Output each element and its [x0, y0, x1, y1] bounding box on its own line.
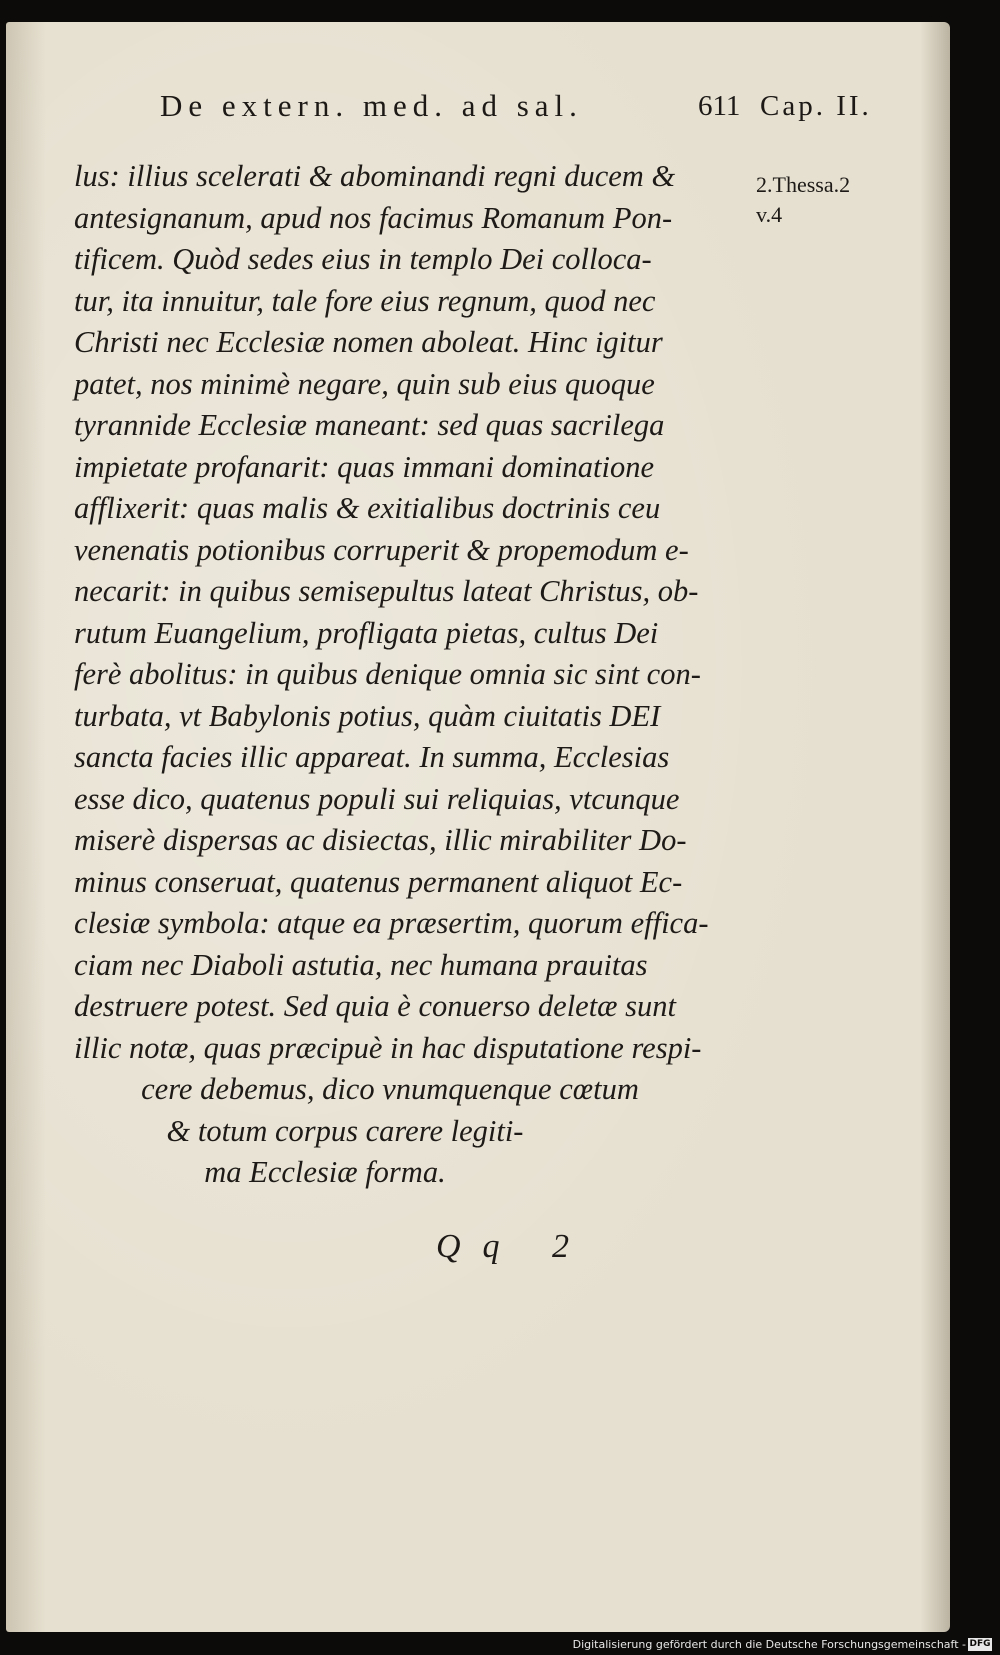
text-line: turbata, vt Babylonis potius, quàm ciuitatis DEI [74, 698, 661, 733]
text-line: illic notæ, quas præcipuè in hac disputatione respi- [74, 1030, 702, 1065]
page-number: 611 [698, 90, 741, 122]
text-line: cere debemus, dico vnumquenque cœtum [141, 1072, 639, 1106]
text-line: venenatis potionibus corruperit & propemodum e- [74, 532, 689, 567]
text-line: destruere potest. Sed quia è conuerso deletæ sunt [74, 989, 676, 1023]
digitization-credit: Digitalisierung gefördert durch die Deutsche Forschungsgemeinschaft - [572, 1638, 966, 1651]
text-line: minus conseruat, quatenus permanent aliquot Ec- [74, 864, 683, 899]
text-line: necarit: in quibus semisepultus lateat Christus, ob- [74, 574, 699, 608]
text-line: ciam nec Diaboli astutia, nec humana prauitas [74, 947, 648, 982]
text-line: tur, ita innuitur, tale fore eius regnum, quod nec [74, 283, 656, 318]
text-line: ma Ecclesiæ forma. [204, 1155, 446, 1189]
text-line: Christi nec Ecclesiæ nomen aboleat. Hinc igitur [74, 325, 663, 359]
text-line: antesignanum, apud nos facimus Romanum Pon- [74, 200, 673, 235]
margin-note-line: v.4 [756, 202, 783, 227]
chapter-reference: Cap. II. [760, 90, 872, 122]
margin-note [756, 170, 850, 230]
running-title: De extern. med. ad sal. [160, 88, 583, 123]
running-head [140, 88, 900, 138]
dfg-logo-icon: DFG [969, 1639, 991, 1649]
text-line: sancta facies illic appareat. In summa, Ecclesias [74, 740, 670, 774]
body-text [74, 156, 726, 1194]
signature-mark: Qq 2 [436, 1228, 592, 1265]
text-line: impietate profanarit: quas immani dominatione [74, 449, 655, 484]
text-line: lus: illius scelerati & abominandi regni ducem & [74, 159, 676, 193]
text-line: & totum corpus carere legiti- [166, 1113, 524, 1148]
text-line: tyrannide Ecclesiæ maneant: sed quas sacrilega [74, 408, 665, 442]
text-line: clesiæ symbola: atque ea præsertim, quorum effica- [74, 906, 709, 940]
text-line: patet, nos minimè negare, quin sub eius quoque [74, 366, 655, 401]
text-line: tificem. Quòd sedes eius in templo Dei colloca- [74, 242, 652, 276]
text-line: rutum Euangelium, profligata pietas, cultus Dei [74, 615, 659, 650]
text-line: miserè dispersas ac disiectas, illic mirabiliter Do- [74, 823, 687, 857]
text-line: afflixerit: quas malis & exitialibus doctrinis ceu [74, 491, 661, 525]
margin-note-line: 2.Thessa.2 [756, 172, 851, 197]
text-line: esse dico, quatenus populi sui reliquias, vtcunque [74, 781, 680, 816]
text-line: ferè abolitus: in quibus denique omnia sic sint con- [74, 657, 701, 691]
